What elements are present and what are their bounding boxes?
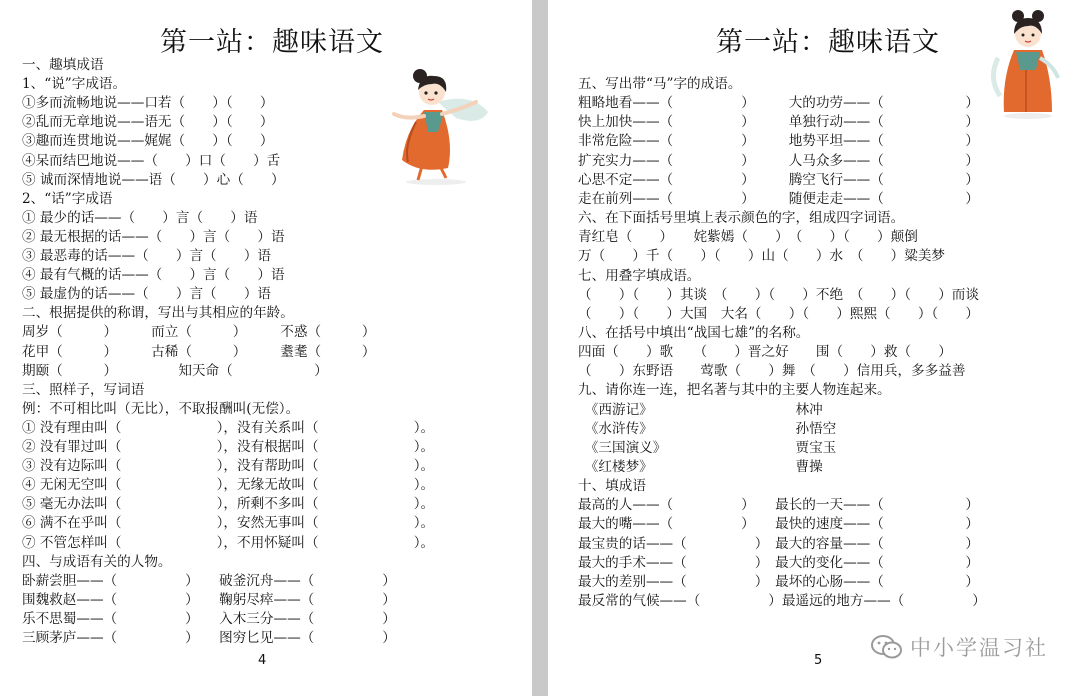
text-line: 扩充实力——（ ） 人马众多——（ ） [578,152,980,169]
text-line: 最高的人——（ ） 最长的一天——（ ） [578,497,980,514]
page-title: 第一站：趣味语文 [716,27,940,58]
page-number: 4 [258,653,267,668]
text-line: 《水浒传》 孙悟空 [578,420,837,437]
text-line: 围魏救赵——（ ） 鞠躬尽瘁——（ ） [22,591,396,608]
text-line: 最大的嘴——（ ） 最快的速度——（ ） [578,516,980,533]
text-line: ② 没有罪过叫（ ），没有根据叫（ ）。 [22,439,435,455]
text-line: 期颐（ ） 知天命（ ） [22,362,328,379]
text-line: ②乱而无章地说——语无（ ）（ ） [22,114,274,131]
text-line: 花甲（ ） 古稀（ ） 耋耄（ ） [22,343,376,360]
text-line: 《西游记》 林冲 [578,401,823,418]
watermark-text: 中小学温习社 [910,636,1048,660]
text-line: 二、根据提供的称谓，写出与其相应的年龄。 [22,305,294,322]
text-line: （ ）（ ）大国 大名（ ）（ ）熙熙（ ）（ ） [578,305,980,322]
text-line: 最大的差别——（ ） 最坏的心肠——（ ） [578,573,980,590]
text-line: ①多而流畅地说——口若（ ）（ ） [22,95,274,112]
text-line: 最反常的气候——（ ）最遥远的地方——（ ） [578,593,986,610]
dancing-girl-illustration [376,62,494,186]
page-left [0,0,532,696]
text-line: （ ）东野语 莺歌（ ）舞 （ ）信用兵，多多益善 [578,363,966,380]
text-line: 走在前列——（ ） 随便走走——（ ） [578,190,980,207]
text-line: 周岁（ ） 而立（ ） 不惑（ ） [22,324,376,341]
text-line: 《红楼梦》 曹操 [578,459,823,475]
text-line: 最宝贵的话——（ ） 最大的容量——（ ） [578,535,980,552]
wechat-icon [870,633,904,661]
page-right [548,0,1080,696]
text-line: 快上加快——（ ） 单独行动——（ ） [578,114,980,131]
text-line: 四面（ ）歌 （ ）晋之好 围（ ）救（ ） [578,344,952,361]
text-line: 十、填成语 [578,478,646,495]
text-line: ③ 最恶毒的话——（ ）言（ ）语 [22,248,272,264]
text-line: 青红皂（ ） 姹紫嫣（ ） （ ）（ ）颠倒 [578,229,918,246]
text-line: ② 最无根据的话——（ ）言（ ）语 [22,228,285,245]
text-line: 六、在下面括号里填上表示颜色的字，组成四字词语。 [578,210,905,227]
text-line: 五、写出带“马”字的成语。 [578,76,742,92]
text-line: ③ 没有边际叫（ ），没有帮助叫（ ）。 [22,458,435,475]
text-line: 《三国演义》 贾宝玉 [578,439,837,456]
text-line: ④ 无闲无空叫（ ），无缘无故叫（ ）。 [22,477,435,494]
text-line: 四、与成语有关的人物。 [22,553,172,570]
text-line: 三顾茅庐——（ ） 图穷匕见——（ ） [22,630,396,646]
text-line: 九、请你连一连，把名著与其中的主要人物连起来。 [578,382,891,399]
text-line: 非常危险——（ ） 地势平坦——（ ） [578,133,980,150]
text-line: 例：不可相比叫（无比），不取报酬叫(无偿）。 [22,400,300,417]
page-title: 第一站：趣味语文 [160,27,384,58]
text-line: 八、在括号中填出“战国七雄”的名称。 [578,324,810,341]
text-line: 粗略地看——（ ） 大的功劳——（ ） [578,95,980,112]
text-line: （ ）（ ）其谈 （ ）（ ）不绝 （ ）（ ）而谈 [578,286,979,303]
text-line: ④呆而结巴地说——（ ）口（ ）舌 [22,152,281,169]
page-number: 5 [814,653,823,668]
text-line: 卧薪尝胆——（ ） 破釜沉舟——（ ） [22,572,396,589]
text-line: ③趣而连贯地说——娓娓（ ）（ ） [22,133,274,150]
standing-girl-illustration [990,8,1066,120]
text-line: ⑤ 毫无办法叫（ ），所剩不多叫（ ）。 [22,496,435,513]
text-line: ① 没有理由叫（ ），没有关系叫（ ）。 [22,419,435,436]
text-line: ⑥ 满不在乎叫（ ），安然无事叫（ ）。 [22,515,435,532]
text-line: ① 最少的话——（ ）言（ ）语 [22,209,258,226]
text-line: 心思不定——（ ） 腾空飞行——（ ） [578,171,980,188]
text-line: 乐不思蜀——（ ） 入木三分——（ ） [22,610,396,627]
text-line: 1、“说”字成语。 [22,76,127,93]
text-line: 万（ ）千（ ）（ ）山（ ）水 （ ）粱美梦 [578,248,946,265]
text-line: 三、照样子，写词语 [22,381,145,398]
text-line: 2、“话”字成语 [22,190,113,207]
text-line: 一、趣填成语 [22,57,104,73]
text-line: ⑤ 诚而深情地说——语（ ）心（ ） [22,171,285,188]
text-line: ⑦ 不管怎样叫（ ），不用怀疑叫（ ）。 [22,534,435,551]
text-line: 七、用叠字填成语。 [578,267,701,284]
watermark [870,632,1048,662]
text-line: ④ 最有气概的话——（ ）言（ ）语 [22,267,285,284]
text-line: ⑤ 最虚伪的话——（ ）言（ ）语 [22,286,272,303]
text-line: 最大的手术——（ ） 最大的变化——（ ） [578,554,980,571]
